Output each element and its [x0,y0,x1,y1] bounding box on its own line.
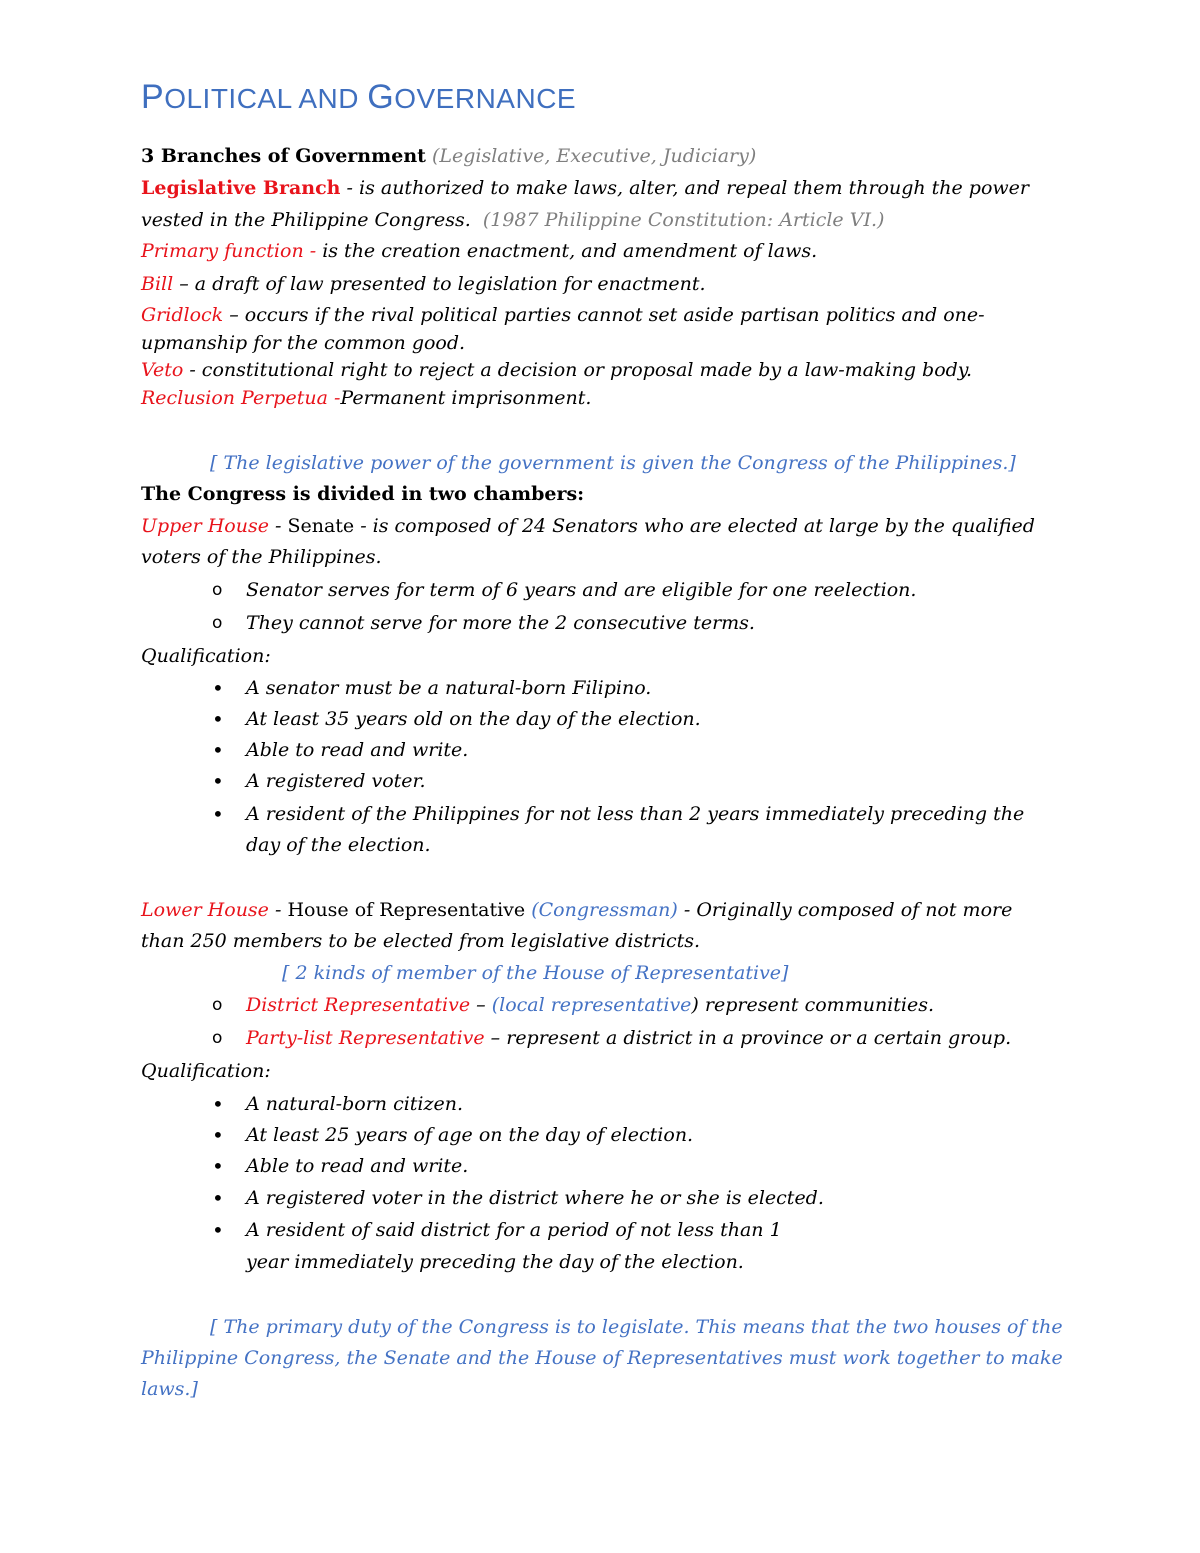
upper-qualification-label: Qualification: [141,645,271,667]
note-primary-duty-1: [ The primary duty of the Congress is to legislate. This means that the two houses of the [210,1316,1063,1338]
lower-qualification-label: Qualification: [141,1060,271,1082]
bullet-item-cont: day of the election. [246,834,431,856]
term-primary-function: Primary function - is the creation enactment, and amendment of laws. [141,240,818,262]
branches-line: 3 Branches of Government (Legislative, Executive, Judiciary) [141,145,757,167]
lower-house-line: Lower House - House of Representative (Congressman) - Originally composed of not more [141,899,1013,921]
document-page: POLITICAL AND GOVERNANCE 3 Branches of Government (Legislative, Executive, Judiciary) Legislative Branch - is authorized to make laws, alter, and repeal them through the power vested in the Philippine Congress. (1987 Philippine Constitution: Article VI.) Primary function - is the creation enactment, and amendment of laws. Bill – a draft of law presented to legislation for enactment. Gridlock – occurs if the rival political parties cannot set aside partisan politics and one- upmanship for the common good. Veto - constitutional right to reject a decision or proposal made by a law-making body. Reclusion Perpetua -Permanent imprisonment. [ The legislative power of the government is given the Congress of the Philippines.] The Congress is divided in two chambers: Upper House - Senate - is composed of 24 Senators who are elected at large by the qualified voters of the Philippines. o Senator serves for term of 6 years and are eligible for one reelection. o They cannot serve for more the 2 consecutive terms. Qualification: • A senator must be a natural-born Filipino. • At least 35 years old on the day of the election. • Able to read and write. • A registered voter. • A resident of the Philippines for not less than 2 years immediately preceding the day of the election. Lower House - House of Representative (Congressman) - Originally composed of not more than 250 members to be elected from legislative districts. [ 2 kinds of member of the House of Representative] o District Representative – (local representative) represent communities. o Party-list Representative – represent a district in a province or a certain group. Qualification: • A natural-born citizen. • At least 25 years of age on the day of election. • Able to read and write. • A registered voter in the district where he or she is elected. • A resident of said district for a period of not less than 1 year immediately preceding the day of the election. [ The primary duty of the Congress is to legislate. This means that the two houses of the Philippine Congress, the Senate and the House of Representatives must work together to make laws.] [0,0,1200,1553]
term-gridlock-cont: upmanship for the common good. [141,332,466,354]
upper-house-line-2: voters of the Philippines. [141,546,382,568]
term-veto: Veto - constitutional right to reject a decision or proposal made by a law-making body. [141,359,973,381]
lower-house-line-2: than 250 members to be elected from legislative districts. [141,930,701,952]
note-legislative-power: [ The legislative power of the government is given the Congress of the Philippines.] [210,452,1016,474]
note-two-kinds: [ 2 kinds of member of the House of Representative] [282,962,789,984]
legislative-line-2: vested in the Philippine Congress. (1987 Philippine Constitution: Article VI.) [141,209,885,231]
page-title: POLITICAL AND GOVERNANCE [141,78,577,116]
upper-house-line: Upper House - Senate - is composed of 24 Senators who are elected at large by the qualified [141,515,1035,537]
legislative-line: Legislative Branch - is authorized to make laws, alter, and repeal them through the power [141,177,1029,199]
term-reclusion: Reclusion Perpetua -Permanent imprisonment. [141,387,592,409]
note-primary-duty-2: Philippine Congress, the Senate and the House of Representatives must work together to make [141,1347,1063,1369]
term-gridlock: Gridlock – occurs if the rival political parties cannot set aside partisan politics and one- [141,304,985,326]
congress-heading: The Congress is divided in two chambers: [141,483,585,505]
term-bill: Bill – a draft of law presented to legislation for enactment. [141,273,706,295]
bullet-item-cont: year immediately preceding the day of the election. [246,1251,744,1273]
note-primary-duty-3: laws.] [141,1378,198,1400]
